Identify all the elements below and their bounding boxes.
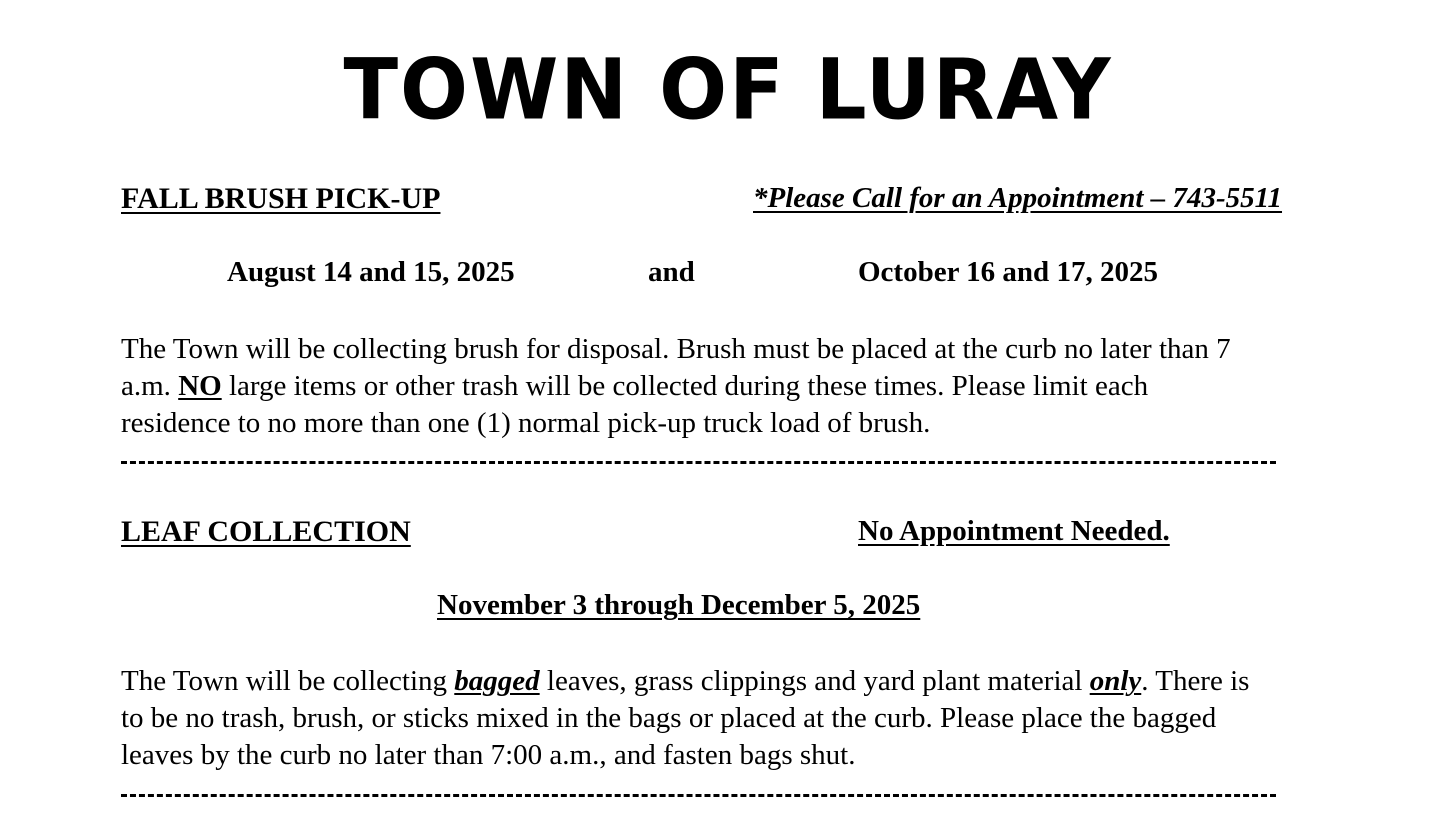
leaf-body-emphasis: only — [1089, 665, 1142, 697]
brush-date-2: October 16 and 17, 2025 — [858, 256, 1158, 288]
leaf-date-range: November 3 through December 5, 2025 — [437, 589, 921, 621]
leaf-appointment-note: No Appointment Needed. — [858, 515, 1170, 547]
brush-body-line — [121, 368, 1231, 405]
brush-body — [121, 331, 1231, 442]
section-divider — [121, 461, 1276, 464]
brush-body-line: The Town will be collecting brush for disposal. Brush must be placed at the curb no later than 7 — [121, 333, 1231, 365]
section-divider — [121, 794, 1276, 797]
leaf-heading: LEAF COLLECTION — [121, 515, 411, 548]
brush-date-1: August 14 and 15, 2025 — [227, 256, 515, 288]
brush-date-connector: and — [648, 256, 695, 288]
leaf-body-line: to be no trash, brush, or sticks mixed in the bags or placed at the curb. Please place the bagged — [121, 702, 1217, 734]
brush-body-text: a.m. — [121, 370, 179, 402]
leaf-body-text: . There is — [1141, 665, 1250, 697]
brush-body-line: residence to no more than one (1) normal pick-up truck load of brush. — [121, 407, 931, 439]
leaf-body-line: leaves by the curb no later than 7:00 a.m., and fasten bags shut. — [121, 739, 856, 771]
brush-appointment-note: *Please Call for an Appointment – 743-5511 — [753, 182, 1283, 214]
leaf-body-line — [121, 663, 1249, 700]
page-title: TOWN OF LURAY — [343, 40, 1113, 139]
brush-body-text: large items or other trash will be collected during these times. Please limit each — [221, 370, 1149, 402]
brush-heading: FALL BRUSH PICK-UP — [121, 182, 441, 215]
leaf-body-text: leaves, grass clippings and yard plant material — [539, 665, 1090, 697]
brush-body-emphasis: NO — [178, 370, 222, 402]
leaf-body — [121, 663, 1249, 774]
leaf-body-emphasis: bagged — [454, 665, 540, 697]
leaf-body-text: The Town will be collecting — [121, 665, 455, 697]
